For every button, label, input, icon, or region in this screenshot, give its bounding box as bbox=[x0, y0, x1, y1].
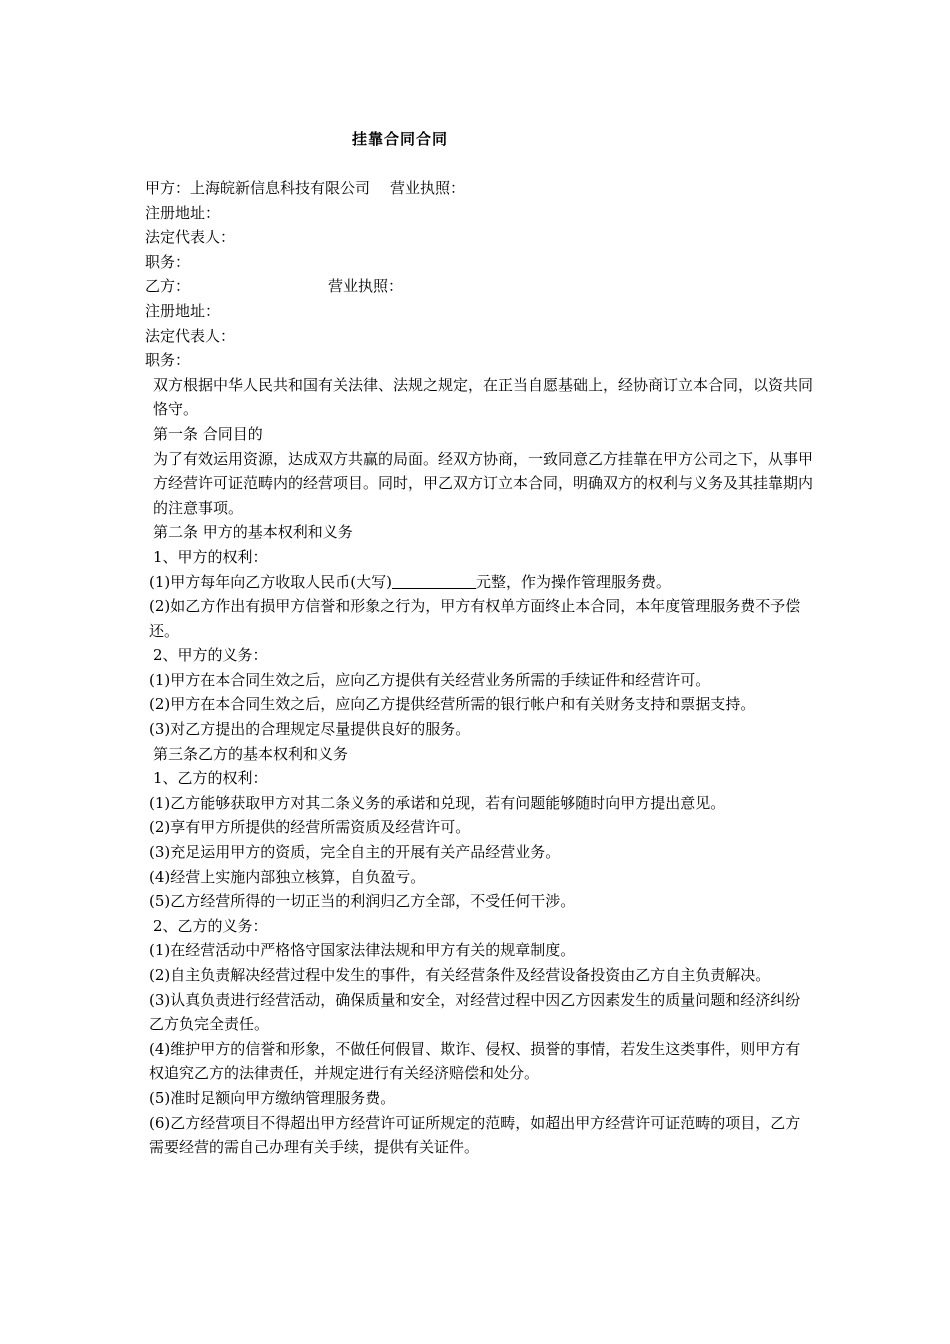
article-3-right-2: (2)享有甲方所提供的经营所需资质及经营许可。 bbox=[149, 818, 471, 837]
article-3-duty-5: (5)准时足额向甲方缴纳管理服务费。 bbox=[149, 1088, 396, 1107]
document-title: 挂靠合同合同 bbox=[351, 130, 448, 148]
party-b-position: 职务： bbox=[145, 351, 191, 370]
right-1-prefix: (1)甲方每年向乙方收取人民币(大写) bbox=[149, 572, 392, 591]
party-b-license: 营业执照： bbox=[328, 277, 404, 296]
article-3-duty-2: (2)自主负责解决经营过程中发生的事件，有关经营条件及经营设备投资由乙方自主负责解决。 bbox=[149, 966, 771, 984]
article-3-right-1: (1)乙方能够获取甲方对其二条义务的承诺和兑现，若有问题能够随时向甲方提出意见。 bbox=[149, 793, 726, 812]
article-2-heading: 第二条 甲方的基本权利和义务 bbox=[153, 523, 353, 542]
article-3-right-5: (5)乙方经营所得的一切正当的利润归乙方全部，不受任何干涉。 bbox=[149, 892, 576, 911]
party-a-address: 注册地址： bbox=[145, 203, 221, 222]
article-2-duties-heading: 2、甲方的义务： bbox=[153, 646, 268, 665]
article-3-duty-6: (6)乙方经营项目不得超出甲方经营许可证所规定的范畴，如超出甲方经营许可证范畴的项目，乙方需要经营的需自己办理有关手续，提供有关证件。 bbox=[149, 1113, 801, 1157]
article-3-right-4: (4)经营上实施内部独立核算，自负盈亏。 bbox=[149, 867, 426, 886]
article-3-duty-4: (4)维护甲方的信誉和形象，不做任何假冒、欺诈、侵权、损誉的事情，若发生这类事件，则甲方有权追究乙方的法律责任，并规定进行有关经济赔偿和处分。 bbox=[149, 1039, 801, 1083]
right-1-suffix: 元整，作为操作管理服务费。 bbox=[475, 572, 671, 591]
article-3-right-3: (3)充足运用甲方的资质，完全自主的开展有关产品经营业务。 bbox=[149, 843, 561, 862]
article-2-duty-2: (2)甲方在本合同生效之后，应向乙方提供经营所需的银行帐户和有关财务支持和票据支持。 bbox=[149, 695, 756, 714]
article-2-rights-heading: 1、甲方的权利： bbox=[153, 547, 268, 566]
party-a-rep: 法定代表人： bbox=[145, 228, 236, 247]
intro-paragraph: 双方根据中华人民共和国有关法律、法规之规定，在正当自愿基础上，经协商订立本合同，以资共同恪守。 bbox=[153, 375, 814, 419]
document-body bbox=[145, 176, 815, 1160]
party-b-address: 注册地址： bbox=[145, 301, 221, 320]
party-b-rep: 法定代表人： bbox=[145, 326, 236, 345]
article-1-heading: 第一条 合同目的 bbox=[153, 424, 263, 443]
article-3-rights-heading: 1、乙方的权利： bbox=[153, 769, 268, 788]
party-a-position: 职务： bbox=[145, 252, 191, 271]
party-a-line bbox=[145, 176, 815, 201]
article-3-duty-3: (3)认真负责进行经营活动，确保质量和安全，对经营过程中因乙方因素发生的质量问题和经济纠纷乙方负完全责任。 bbox=[149, 990, 801, 1034]
article-3-duties-heading: 2、乙方的义务： bbox=[153, 916, 268, 935]
party-b-label: 乙方： bbox=[145, 277, 191, 296]
article-3-heading: 第三条乙方的基本权利和义务 bbox=[153, 744, 349, 763]
article-2-duty-1: (1)甲方在本合同生效之后，应向乙方提供有关经营业务所需的手续证件和经营许可。 bbox=[149, 670, 711, 689]
article-2-right-2: (2)如乙方作出有损甲方信誉和形象之行为，甲方有权单方面终止本合同，本年度管理服务费不予偿还。 bbox=[149, 597, 801, 640]
party-a-label: 甲方：上海皖新信息科技有限公司 bbox=[145, 179, 371, 197]
party-b-line bbox=[145, 274, 815, 299]
article-2-right-1 bbox=[145, 570, 815, 595]
article-2-duty-3: (3)对乙方提出的合理规定尽量提供良好的服务。 bbox=[149, 720, 471, 739]
article-3-duty-1: (1)在经营活动中严格恪守国家法律法规和甲方有关的规章制度。 bbox=[149, 941, 576, 960]
article-1-text: 为了有效运用资源，达成双方共赢的局面。经双方协商，一致同意乙方挂靠在甲方公司之下，从事甲方经营许可证范畴内的经营项目。同时，甲乙双方订立本合同，明确双方的权利与义务及其挂靠期内的注意事项。 bbox=[153, 449, 814, 517]
amount-blank bbox=[392, 574, 476, 589]
party-a-license: 营业执照： bbox=[390, 179, 466, 197]
